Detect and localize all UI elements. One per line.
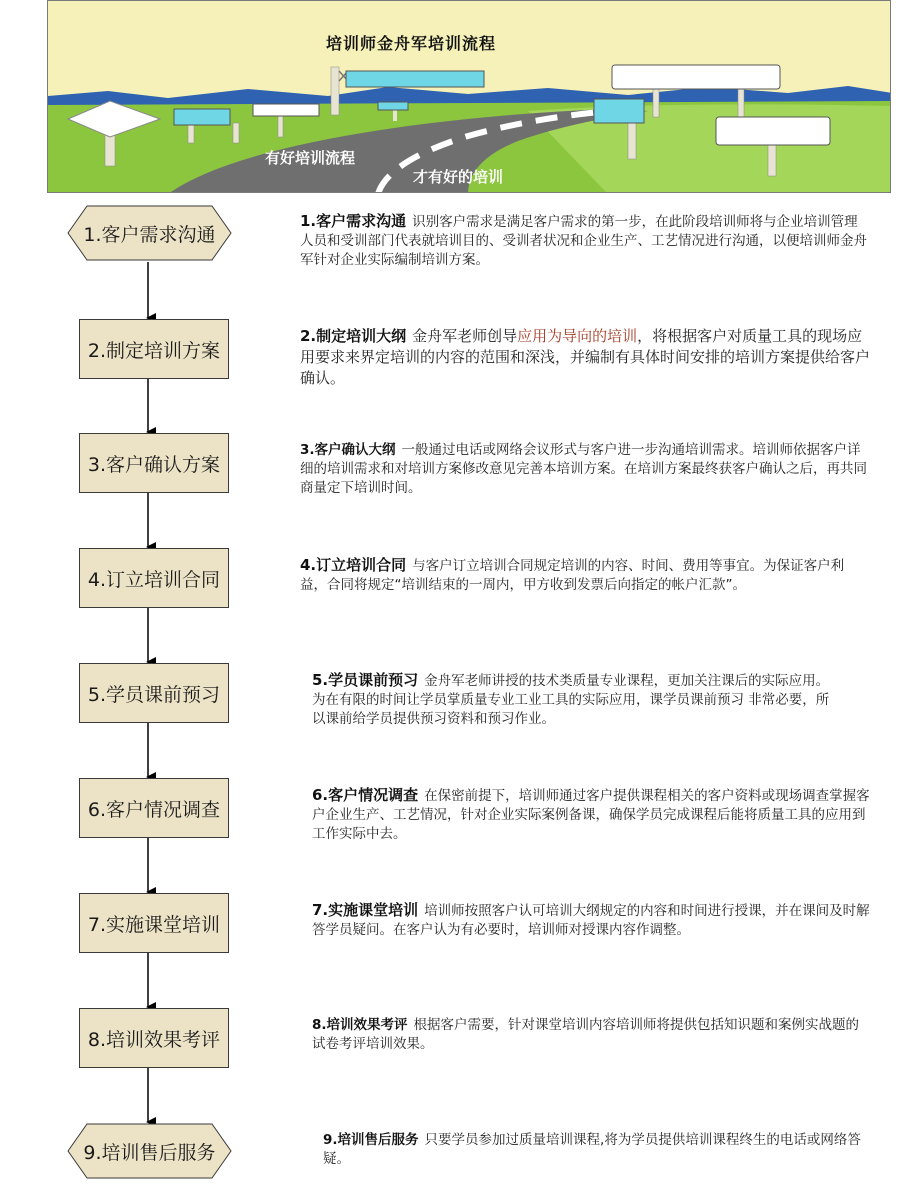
step-8-label: 8.培训效果考评: [87, 1028, 221, 1051]
step-2-text-highlight: 应用为导向的培训: [517, 327, 638, 345]
step-2-label: 2.制定培训方案: [87, 339, 221, 362]
step-9-text: 只要学员参加过质量培训课程,将为学员提供培训课程终生的电话或网络答疑。: [323, 1132, 861, 1167]
step-8-text: 根据客户需要，针对课堂培训内容培训师将提供包括知识题和案例实战题的试卷考评培训效果。: [312, 1017, 860, 1052]
step-1-label: 1.客户需求沟通: [83, 223, 216, 246]
step-3-node: [79, 433, 229, 493]
step-2-description: [300, 326, 875, 389]
step-3-label: 3.客户确认方案: [87, 453, 221, 476]
step-6-node: [79, 778, 229, 838]
step-2-node: [79, 319, 229, 379]
step-7-text: 培训师按照客户认可培训大纲规定的内容和时间进行授课，并在课间及时解答学员疑问。在客户认为有必要时，培训师对授课内容作调整。: [312, 903, 870, 938]
banner-title: 培训师金舟军培训流程: [326, 34, 497, 53]
step-7-node: [79, 893, 229, 953]
step-6-text: 在保密前提下，培训师通过客户提供课程相关的客户资料或现场调查掌握客户企业生产、工艺情况，针对企业实际案例备课，确保学员完成课程后能将质量工具的应用到工作实际中去。: [312, 788, 870, 842]
step-8-node: [79, 1008, 229, 1068]
step-8-heading: 8.培训效果考评: [312, 1017, 408, 1033]
step-1-text: 识别客户需求是满足客户需求的第一步，在此阶段培训师将与企业培训管理人员和受训部门代表就培训目的、受训者状况和企业生产、工艺情况进行沟通，以便培训师金舟军针对企业实际编制培训方案。: [300, 214, 867, 268]
step-2-heading: 2.制定培训大纲: [300, 327, 407, 345]
step-2-text-before: 金舟军老师创导: [412, 327, 518, 345]
step-6-heading: 6.客户情况调查: [312, 786, 419, 804]
step-4-heading: 4.订立培训合同: [300, 556, 407, 574]
step-7-description: [312, 901, 872, 940]
step-9-node: [67, 1123, 232, 1179]
step-6-label: 6.客户情况调查: [87, 798, 221, 821]
step-7-heading: 7.实施课堂培训: [312, 901, 419, 919]
step-4-description: [300, 556, 860, 595]
step-6-description: [312, 786, 872, 844]
step-1-node: [67, 205, 232, 261]
step-3-description: [300, 441, 870, 498]
step-1-heading: 1.客户需求沟通: [300, 212, 407, 230]
step-5-label: 5.学员课前预习: [87, 683, 221, 706]
step-5-heading: 5.学员课前预习: [312, 671, 419, 689]
step-9-description: [323, 1131, 873, 1169]
step-9-heading: 9.培训售后服务: [323, 1132, 419, 1148]
step-4-label: 4.订立培训合同: [87, 568, 221, 591]
step-4-node: [79, 548, 229, 608]
step-5-description: [312, 671, 842, 729]
step-1-description: [300, 212, 870, 270]
step-8-description: [312, 1016, 872, 1054]
step-5-node: [79, 663, 229, 723]
step-5-text: 金舟军老师讲授的技术类质量专业课程，更加关注课后的实际应用。为在有限的时间让学员掌质量专业工业工具的实际应用，课学员课前预习 非常必要，所以课前给学员提供预习资料和预习作业。: [312, 673, 830, 727]
step-7-label: 7.实施课堂培训: [87, 913, 221, 936]
step-9-label: 9.培训售后服务: [83, 1141, 216, 1164]
step-2-text-after: ，将根据客户对质量工具的现场应用要求来界定培训的内容的范围和深浅，并编制有具体时间安排的培训方案提供给客户确认。: [300, 327, 871, 387]
road-text-1: 有好培训流程: [265, 149, 356, 167]
step-3-heading: 3.客户确认大纲: [300, 442, 396, 458]
step-4-text: 与客户订立培训合同规定培训的内容、时间、费用等事宜。为保证客户利益，合同将规定“培训结束的一周内，甲方收到发票后向指定的帐户汇款”。: [300, 558, 845, 593]
step-3-text: 一般通过电话或网络会议形式与客户进一步沟通培训需求。培训师依据客户详细的培训需求和对培训方案修改意见完善本培训方案。在培训方案最终获客户确认之后，再共同商量定下培训时间。: [300, 442, 867, 496]
road-text-2: 才有好的培训: [413, 168, 504, 186]
